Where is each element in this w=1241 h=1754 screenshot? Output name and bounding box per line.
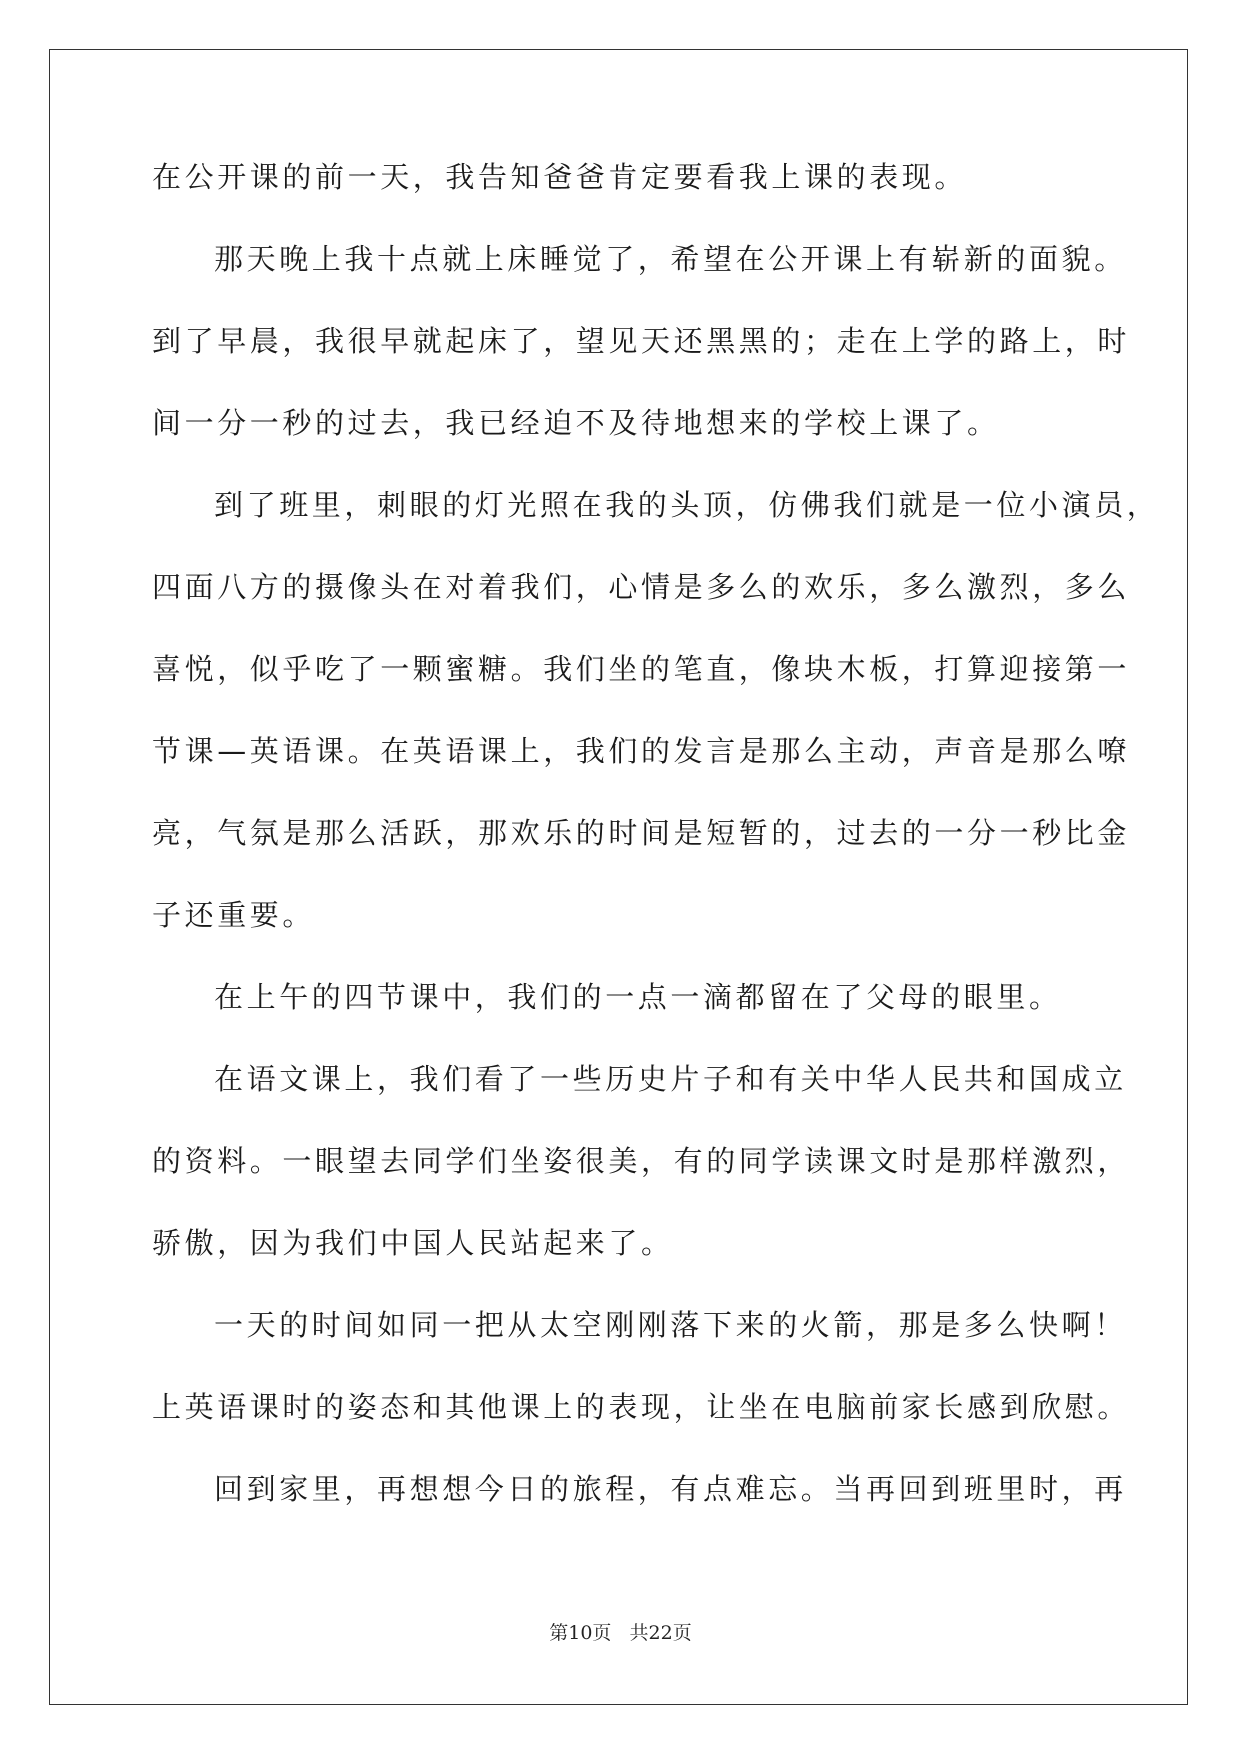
text-line-9: 亮，气氛是那么活跃，那欢乐的时间是短暂的，过去的一分一秒比金 [152, 816, 1131, 850]
text-line-17: 回到家里，再想想今日的旅程，有点难忘。当再回到班里时，再 [214, 1472, 1127, 1506]
text-line-16: 上英语课时的姿态和其他课上的表现，让坐在电脑前家长感到欣慰。 [152, 1390, 1131, 1424]
text-line-4: 间一分一秒的过去，我已经迫不及待地想来的学校上课了。 [152, 406, 1000, 440]
text-line-6: 四面八方的摄像头在对着我们，心情是多么的欢乐，多么激烈，多么 [152, 570, 1131, 604]
text-line-14: 骄傲，因为我们中国人民站起来了。 [152, 1226, 674, 1260]
text-line-2: 那天晚上我十点就上床睡觉了，希望在公开课上有崭新的面貌。 [214, 242, 1127, 276]
text-line-1: 在公开课的前一天，我告知爸爸肯定要看我上课的表现。 [152, 160, 968, 194]
text-line-15: 一天的时间如同一把从太空刚刚落下来的火箭，那是多么快啊！ [214, 1308, 1127, 1342]
text-line-5: 到了班里，刺眼的灯光照在我的头顶，仿佛我们就是一位小演员， [214, 488, 1160, 522]
text-line-3: 到了早晨，我很早就起床了，望见天还黑黑的；走在上学的路上，时 [152, 324, 1131, 358]
text-line-10: 子还重要。 [152, 898, 316, 932]
text-line-13: 的资料。一眼望去同学们坐姿很美，有的同学读课文时是那样激烈， [152, 1144, 1131, 1178]
text-line-7: 喜悦，似乎吃了一颗蜜糖。我们坐的笔直，像块木板，打算迎接第一 [152, 652, 1131, 686]
text-line-12: 在语文课上，我们看了一些历史片子和有关中华人民共和国成立 [214, 1062, 1127, 1096]
text-line-11: 在上午的四节课中，我们的一点一滴都留在了父母的眼里。 [214, 980, 1062, 1014]
document-body [152, 160, 1160, 1556]
text-line-8: 节课—英语课。在英语课上，我们的发言是那么主动，声音是那么嘹 [152, 734, 1131, 768]
page-number-footer: 第10页 共22页 [549, 1622, 692, 1644]
